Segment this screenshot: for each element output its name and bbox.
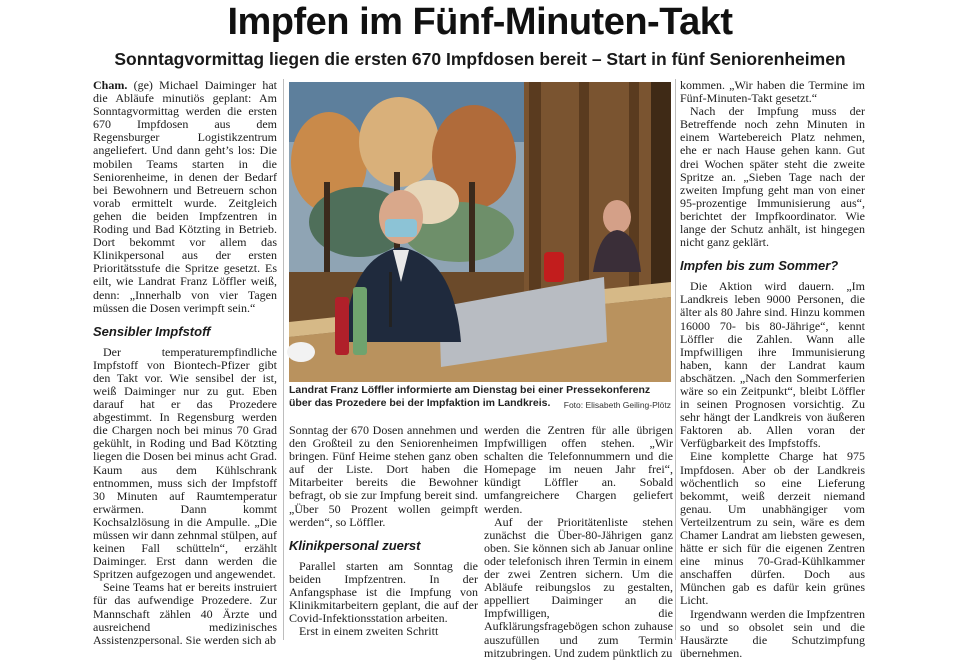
paragraph: Eine komplette Charge hat 975 Impfdosen. Aber ob der Landkreis wöchentlich so eine Lieferung bekommt, weiß derzeit niemand genau. Um unabhängiger vom Verteilzentrum zu sein, wäre es dem Chamer Landrat am liebsten gewesen, hätte er sich für die eigenen Zentren eine minus 70-Grad-Kühlkammer anschaffen dürfen. Doch aus München gab es dafür kein grünes Licht.	[680, 449, 865, 608]
section-heading: Impfen bis zum Sommer?	[680, 258, 839, 274]
dateline: Cham.	[93, 78, 128, 92]
paragraph: Die Aktion wird dauern. „Im Landkreis leben 9000 Personen, die älter als 80 Jahre sind. Hinzu kommen 16000 70- bis 80-Jährige“, kennt Löffler die Zahlen. Wann alle Impfwilligen ihre Immunisierung haben, kann der Landrat kaum abschätzen. „Nach den Sommerferien wäre so ein Zeitpunkt“, bleibt Löffler in seinen Prognosen vorsichtig. Zu sehr hängt der Landkreis von äußeren Faktoren ab. Allen voran der Verfügbarkeit des Impfstoffs.	[680, 279, 865, 451]
paragraph: Irgendwann werden die Impfzentren so und so obsolet sein und die Hausärzte die Schutzimpfung übernehmen.	[680, 606, 865, 660]
press-conference-photo	[289, 82, 671, 382]
section-heading: Klinikpersonal zuerst	[289, 537, 421, 553]
paragraph: Parallel starten am Sonntag die beiden Impfzentren. In der Anfangsphase ist die Impfung von Klinikmitarbeitern geplant, die auf der Covid-Infektionsstation arbeiten.	[289, 558, 478, 626]
headline: Impfen im Fünf-Minuten-Takt	[227, 1, 733, 43]
article-column-3	[484, 423, 673, 660]
article-column-2	[289, 424, 478, 640]
paragraph: Sonntag der 670 Dosen annehmen und den Großteil zu den Seniorenheimen bringen. Fünf Heime stehen ganz oben auf der Liste. Dort haben die Mitarbeiter bereits die Bewohner befragt, ob sie zur Impfung bereit sind. „Über 50 Prozent wollen geimpft werden“, so Löffler.	[289, 423, 478, 529]
article-column-4	[680, 78, 865, 660]
photo-caption: Landrat Franz Löffler informierte am Dienstag bei einer Pressekonferenz über das Prozedere bei der Impfaktion im Landkreis.	[289, 384, 651, 409]
paragraph-text: (ge) Michael Daiminger hat die Abläufe minutiös geplant: Am Sonntagvormittag werden die ersten 670 Impfdosen aus dem Regensburger Logistikzentrum angeliefert. Und dann geht’s los: Die mobilen Teams starten in die Seniorenheime, in denen der Bedarf bei Bewohnern und Betreuern schon vorab ermittelt wurde. Zeitgleich gehen die beiden Impfzentren in Roding und Bad Kötzting in Betrieb. Dort bekommt vor allem das Klinikpersonal aus der ersten Prioritätsstufe die Spritze gesetzt. Es eilt, wie Landrat Franz Löffler weiß, denn: „Innerhalb von vier Tagen müssen die Dosen verimpft sein.“	[93, 78, 277, 315]
section-heading: Sensibler Impfstoff	[93, 323, 211, 339]
column-divider	[283, 79, 284, 640]
paragraph	[93, 79, 277, 315]
paragraph: kommen. „Wir haben die Termine im Fünf-Minuten-Takt gesetzt.“	[680, 78, 865, 106]
paragraph: Seine Teams hat er bereits instruiert für das aufwendige Prozedere. Zur Mannschaft zählen 40 Ärzte und ausreichend medizinisches Assistenzpersonal. Sie werden sich ab	[93, 580, 277, 647]
paragraph: Der temperaturempfindliche Impfstoff von Biontech-Pfizer gibt den Takt vor. Wie sensibel der ist, weiß Daiminger nur zu gut. Eben darauf hat er das Prozedere abgestimmt. In Regensburg werden die Chargen noch bei minus 70 Grad gekühlt, in Roding und Bad Kötzting liegen die Dosen bei minus acht Grad. Kaum aus dem Kühlschrank entnommen, muss sich der Impfstoff 30 Minuten auf Raumtemperatur erwärmen. Dann kommt Kochsalzlösung in die Ampulle. „Die müssen wir dann zehnmal stülpen, auf keinen Fall schütteln“, erzählt Daiminger. Erst dann werden die Spritzen aufgezogen und angewendet.	[93, 344, 277, 582]
photo-credit: Foto: Elisabeth Geiling-Plötz	[563, 400, 671, 410]
column-divider	[675, 79, 676, 640]
paragraph: Erst in einem zweiten Schritt	[299, 624, 439, 639]
paragraph: werden die Zentren für alle übrigen Impfwilligen offen stehen. „Wir schalten die Telefonnummern und die Homepage im neuen Jahr frei“, kündigt Löffler an. Sobald umfangreichere Chargen geliefert werden.	[484, 423, 673, 516]
article-column-1	[93, 78, 277, 647]
paragraph: Auf der Prioritätenliste stehen zunächst die Über-80-Jährigen ganz oben. Sie können sich ab Januar online oder telefonisch ihren Termin in einem der zwei Zentren sichern. Um die Abläufe reibungslos zu gestalten, appelliert Daiminger an die Impfwilligen, die Aufklärungsfragebögen schon zuhause auszufüllen und zum Termin mitzubringen. Und zudem pünktlich zu	[484, 514, 673, 660]
subheadline: Sonntagvormittag liegen die ersten 670 Impfdosen bereit – Start in fünf Seniorenheimen	[114, 49, 846, 69]
paragraph: Nach der Impfung muss der Betreffende noch zehn Minuten in einem Wartebereich Platz nehmen, ehe er nach Hause gehen kann. Gut drei Wochen später steht die zweite Spritze an. „Sieben Tage nach der zweiten Impfung geht man von einer 95-prozentige Immunisierung aus“, berichtet der Impfkoordinator. Wie lange der Schutz anhält, ist hingegen nicht ganz geklärt.	[680, 104, 865, 250]
